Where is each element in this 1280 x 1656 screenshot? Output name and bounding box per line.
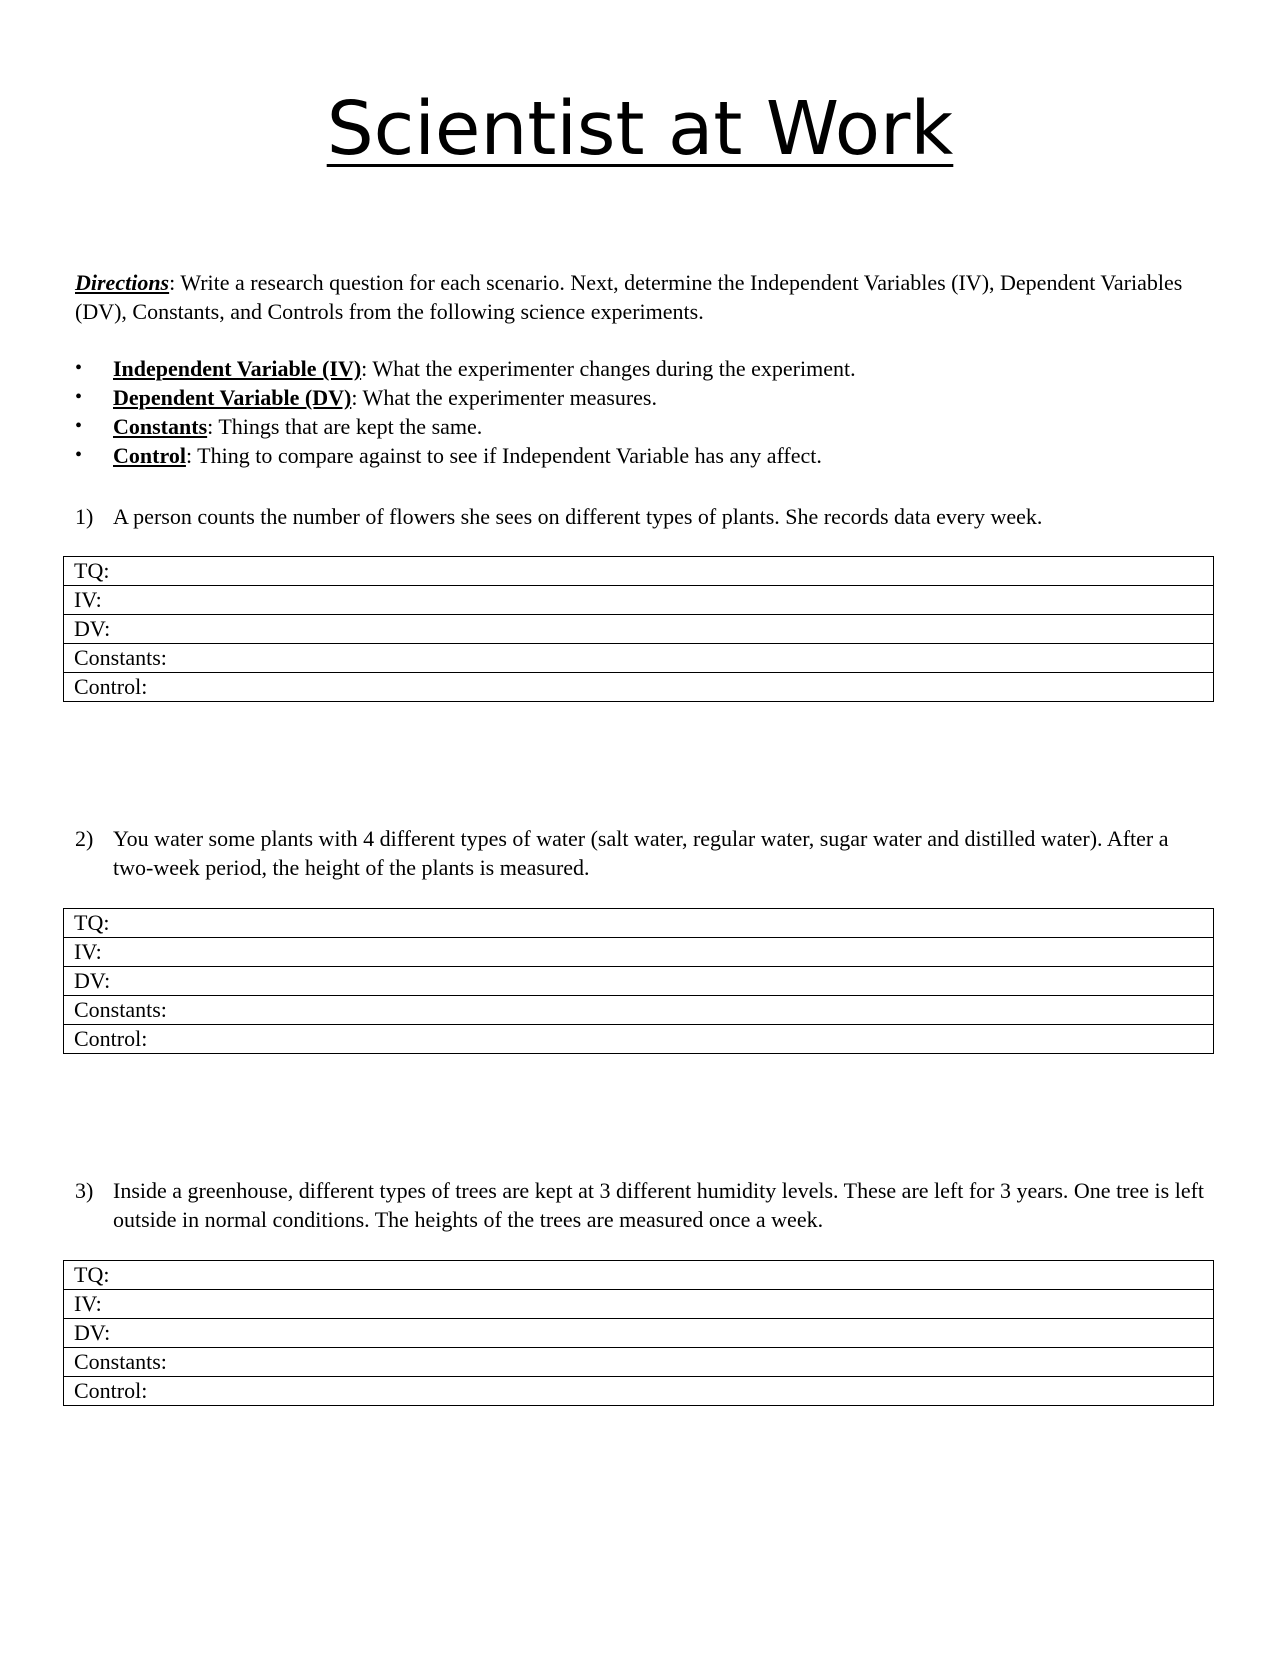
definition-item-control bbox=[75, 441, 1205, 470]
table-row bbox=[64, 1025, 1214, 1054]
table-row bbox=[64, 1261, 1214, 1290]
definition-item-constants bbox=[75, 412, 1205, 441]
definition-term: Control bbox=[113, 443, 186, 468]
question-1 bbox=[75, 502, 1205, 531]
table-row bbox=[64, 1319, 1214, 1348]
table-row bbox=[64, 557, 1214, 586]
table-row bbox=[64, 615, 1214, 644]
answer-table-2 bbox=[63, 908, 1214, 1054]
definition-term: Dependent Variable (DV) bbox=[113, 385, 352, 410]
definition-term: Constants bbox=[113, 414, 208, 439]
answer-field-tq[interactable]: TQ: bbox=[64, 557, 1214, 586]
page-title-text: Scientist at Work bbox=[326, 86, 954, 172]
answer-field-constants[interactable]: Constants: bbox=[64, 996, 1214, 1025]
definition-text: : What the experimenter changes during the experiment. bbox=[361, 356, 856, 381]
definition-text: : Things that are kept the same. bbox=[207, 414, 483, 439]
question-number: 1) bbox=[75, 504, 94, 529]
table-row bbox=[64, 673, 1214, 702]
answer-table-3 bbox=[63, 1260, 1214, 1406]
table-row bbox=[64, 1348, 1214, 1377]
page-title bbox=[0, 86, 1280, 172]
answer-field-dv[interactable]: DV: bbox=[64, 967, 1214, 996]
bullet-icon: • bbox=[75, 415, 83, 437]
definition-term: Independent Variable (IV) bbox=[113, 356, 362, 381]
question-text: A person counts the number of flowers she sees on different types of plants. She records data every week. bbox=[113, 504, 1043, 529]
table-row bbox=[64, 996, 1214, 1025]
question-number: 3) bbox=[75, 1178, 94, 1203]
definition-text: : What the experimenter measures. bbox=[351, 385, 657, 410]
table-row bbox=[64, 1290, 1214, 1319]
definitions-list bbox=[75, 354, 1205, 470]
question-text: Inside a greenhouse, different types of trees are kept at 3 different humidity levels. These are left for 3 years. One tree is left outside in normal conditions. The heights of the trees are measured once a week. bbox=[113, 1178, 1205, 1232]
question-2 bbox=[75, 824, 1205, 882]
answer-table-1 bbox=[63, 556, 1214, 702]
answer-field-control[interactable]: Control: bbox=[64, 1377, 1214, 1406]
answer-field-constants[interactable]: Constants: bbox=[64, 1348, 1214, 1377]
table-row bbox=[64, 644, 1214, 673]
answer-field-dv[interactable]: DV: bbox=[64, 1319, 1214, 1348]
directions-text: : Write a research question for each scenario. Next, determine the Independent Variables (IV), Dependent Variables (DV), Constants, and Controls from the following science experiments. bbox=[75, 270, 1183, 324]
bullet-icon: • bbox=[75, 444, 83, 466]
answer-field-iv[interactable]: IV: bbox=[64, 1290, 1214, 1319]
answer-field-iv[interactable]: IV: bbox=[64, 938, 1214, 967]
table-row bbox=[64, 586, 1214, 615]
question-text: You water some plants with 4 different types of water (salt water, regular water, sugar water and distilled water). After a two-week period, the height of the plants is measured. bbox=[113, 826, 1169, 880]
table-row bbox=[64, 1377, 1214, 1406]
bullet-icon: • bbox=[75, 357, 83, 379]
directions-paragraph bbox=[75, 268, 1205, 326]
definition-text: : Thing to compare against to see if Independent Variable has any affect. bbox=[185, 443, 822, 468]
table-row bbox=[64, 909, 1214, 938]
answer-field-control[interactable]: Control: bbox=[64, 673, 1214, 702]
question-number: 2) bbox=[75, 826, 94, 851]
answer-field-constants[interactable]: Constants: bbox=[64, 644, 1214, 673]
answer-field-control[interactable]: Control: bbox=[64, 1025, 1214, 1054]
definition-item-dv bbox=[75, 383, 1205, 412]
table-row bbox=[64, 967, 1214, 996]
answer-field-dv[interactable]: DV: bbox=[64, 615, 1214, 644]
bullet-icon: • bbox=[75, 386, 83, 408]
directions-label: Directions bbox=[75, 270, 170, 295]
answer-field-tq[interactable]: TQ: bbox=[64, 1261, 1214, 1290]
definition-item-iv bbox=[75, 354, 1205, 383]
answer-field-tq[interactable]: TQ: bbox=[64, 909, 1214, 938]
question-3 bbox=[75, 1176, 1205, 1234]
table-row bbox=[64, 938, 1214, 967]
answer-field-iv[interactable]: IV: bbox=[64, 586, 1214, 615]
